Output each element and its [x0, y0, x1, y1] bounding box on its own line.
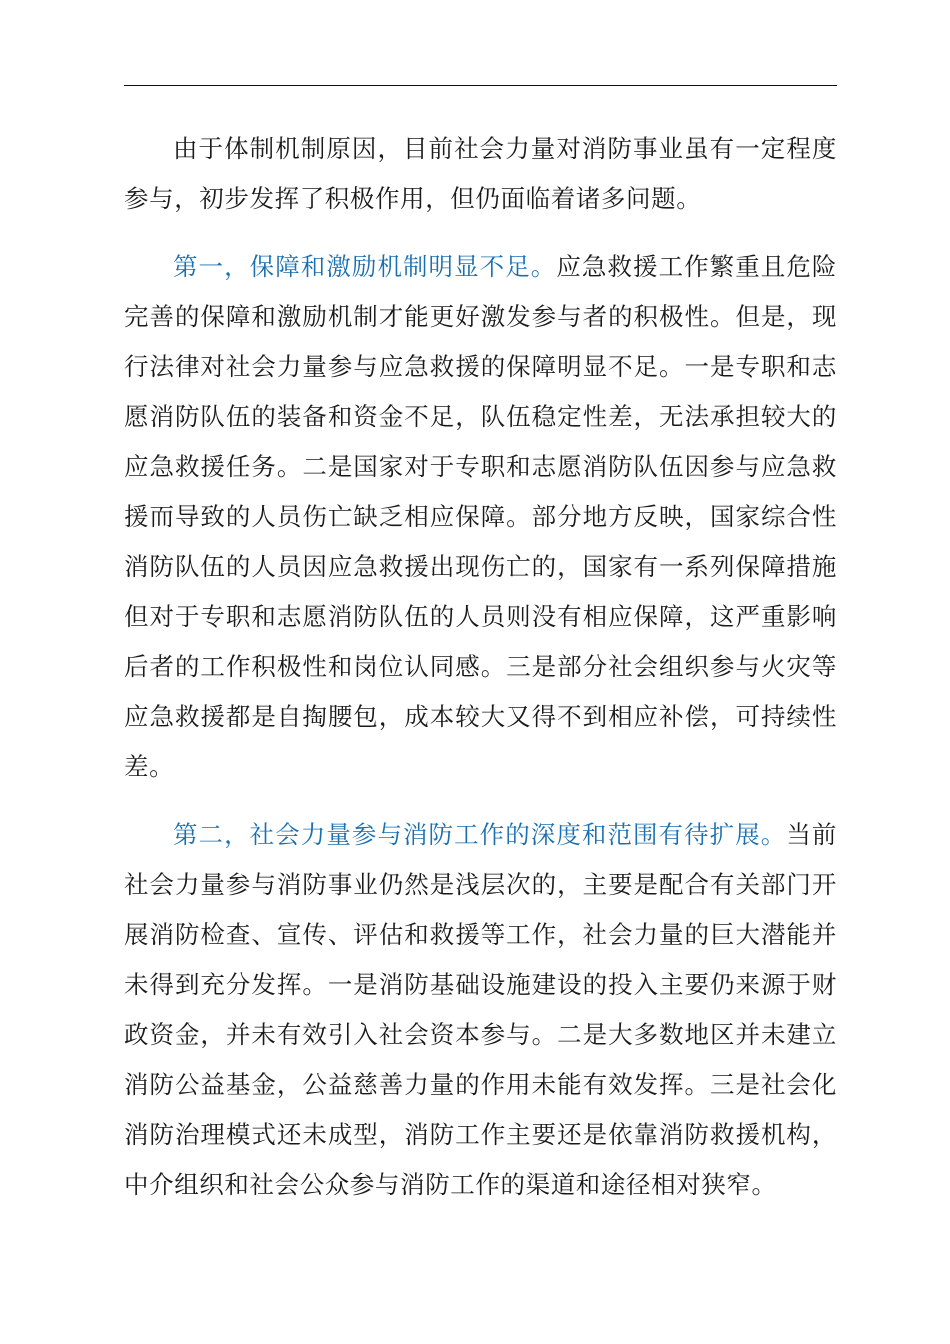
paragraph-second-heading: 第二，社会力量参与消防工作的深度和范围有待扩展。 [173, 820, 787, 849]
paragraph-first-text: 应急救援工作繁重且危险完善的保障和激励机制才能更好激发参与者的积极性。但是，现行法律对社会力量参与应急救援的保障明显不足。一是专职和志愿消防队伍的装备和资金不足，队伍稳定性差，无法承担较大的应急救援任务。二是国家对于专职和志愿消防队伍因参与应急救援而导致的人员伤亡缺乏相应保障。部分地方反映，国家综合性消防队伍的人员因应急救援出现伤亡的，国家有一系列保障措施但对于专职和志愿消防队伍的人员则没有相应保障，这严重影响后者的工作积极性和岗位认同感。三是部分社会组织参与火灾等应急救援都是自掏腰包，成本较大又得不到相应补偿，可持续性差。 [124, 252, 837, 781]
document-body [124, 124, 837, 1228]
paragraph-intro-text: 由于体制机制原因，目前社会力量对消防事业虽有一定程度参与，初步发挥了积极作用，但仍面临着诸多问题。 [124, 134, 837, 213]
paragraph-first-heading: 第一，保障和激励机制明显不足。 [173, 252, 557, 281]
paragraph-second-text: 当前社会力量参与消防事业仍然是浅层次的，主要是配合有关部门开展消防检查、宣传、评估和救援等工作，社会力量的巨大潜能并未得到充分发挥。一是消防基础设施建设的投入主要仍来源于财政资金，并未有效引入社会资本参与。二是大多数地区并未建立消防公益基金，公益慈善力量的作用未能有效发挥。三是社会化消防治理模式还未成型，消防工作主要还是依靠消防救援机构，中介组织和社会公众参与消防工作的渠道和途径相对狭窄。 [124, 820, 837, 1199]
paragraph-second [124, 810, 837, 1210]
header-rule [124, 85, 837, 86]
paragraph-first [124, 242, 837, 792]
paragraph-intro [124, 124, 837, 224]
